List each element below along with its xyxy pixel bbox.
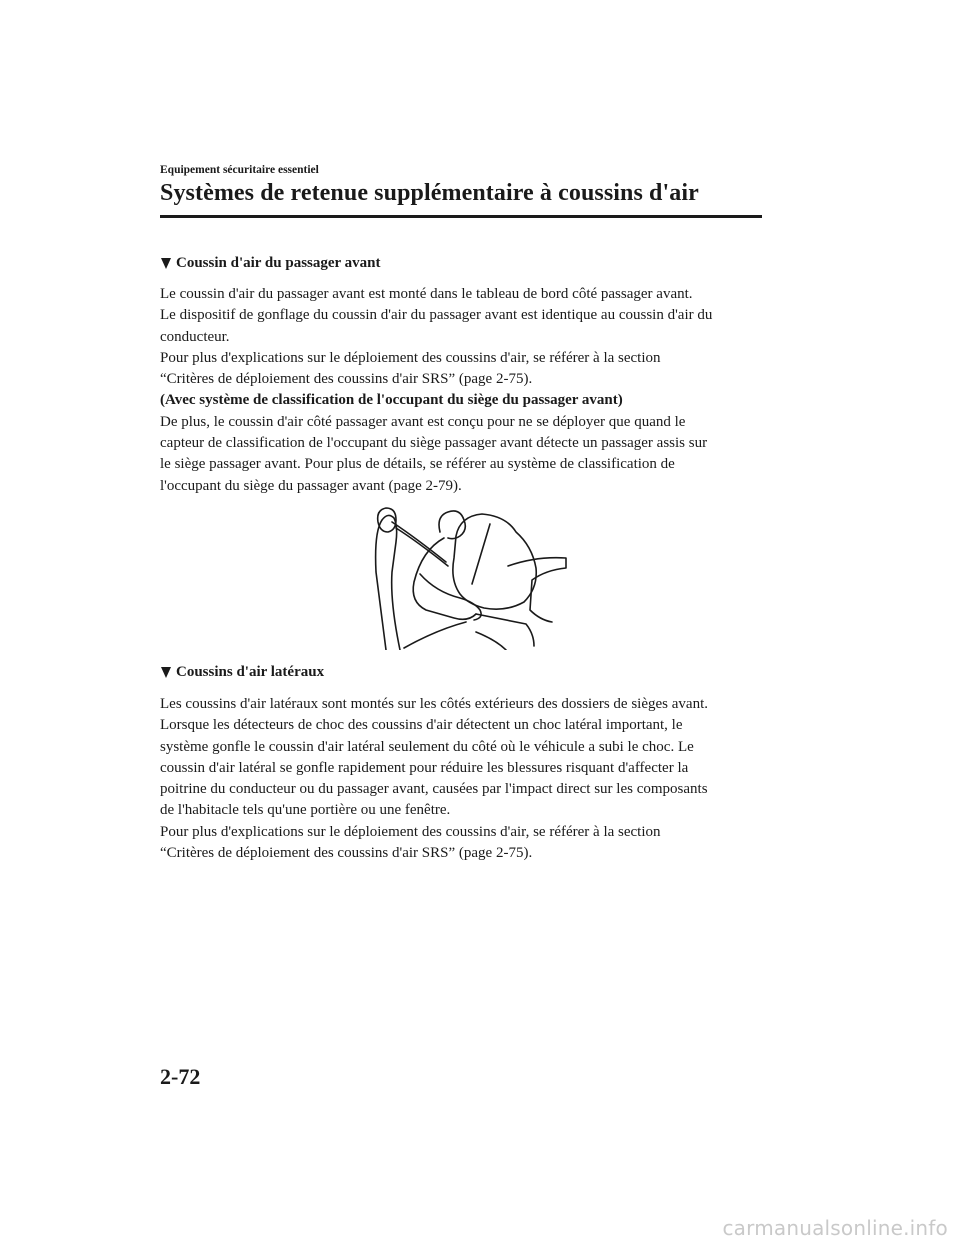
- paragraph-line: système gonfle le coussin d'air latéral seulement du côté où le véhicule a subi le choc. Le: [160, 738, 694, 755]
- paragraph-line: “Critères de déploiement des coussins d'air SRS” (page 2-75).: [160, 371, 533, 388]
- chapter-title: Systèmes de retenue supplémentaire à coussins d'air: [160, 180, 699, 206]
- passenger-airbag-illustration-icon: [356, 502, 576, 650]
- paragraph-line: Le dispositif de gonflage du coussin d'air du passager avant est identique au coussin d'air du: [160, 307, 713, 324]
- content-body: [160, 252, 765, 864]
- watermark-text: carmanualsonline.info: [722, 1216, 948, 1240]
- paragraph-line: Les coussins d'air latéraux sont montés sur les côtés extérieurs des dossiers de sièges avant.: [160, 695, 708, 712]
- paragraph-line: de l'habitacle tels qu'une portière ou une fenêtre.: [160, 802, 451, 819]
- paragraph-line: l'occupant du siège du passager avant (page 2-79).: [160, 477, 462, 494]
- paragraph-line: “Critères de déploiement des coussins d'air SRS” (page 2-75).: [160, 845, 533, 862]
- paragraph-line: Pour plus d'explications sur le déploiement des coussins d'air, se référer à la section: [160, 823, 661, 840]
- paragraph-line: Pour plus d'explications sur le déploiement des coussins d'air, se référer à la section: [160, 349, 661, 366]
- section-label: Equipement sécuritaire essentiel: [160, 164, 319, 176]
- subheading-text: Coussins d'air latéraux: [176, 664, 325, 681]
- paragraph-line: Lorsque les détecteurs de choc des coussins d'air détectent un choc latéral important, le: [160, 717, 683, 734]
- subheading-text: Coussin d'air du passager avant: [176, 254, 381, 271]
- paragraph-line: conducteur.: [160, 328, 230, 345]
- triangle-bullet-icon: [161, 667, 171, 678]
- paragraph-line: capteur de classification de l'occupant du siège passager avant détecte un passager assis sur: [160, 435, 708, 452]
- paragraph-line: coussin d'air latéral se gonfle rapidement pour réduire les blessures risquant d'affecter la: [160, 759, 689, 776]
- title-divider: [160, 215, 762, 218]
- page-number: 2-72: [160, 1064, 201, 1089]
- paragraph-line: De plus, le coussin d'air côté passager avant est conçu pour ne se déployer que quand le: [160, 413, 686, 430]
- paragraph-line: le siège passager avant. Pour plus de détails, se référer au système de classification de: [160, 456, 675, 473]
- bold-condition-line: (Avec système de classification de l'occupant du siège du passager avant): [160, 392, 623, 409]
- subheading-side-airbags: [160, 662, 765, 684]
- triangle-bullet-icon: [161, 258, 171, 269]
- paragraph-line: poitrine du conducteur ou du passager avant, causées par l'impact direct sur les composants: [160, 781, 708, 798]
- airbag-figure: [160, 502, 765, 650]
- subheading-passenger-airbag: [160, 252, 765, 274]
- paragraph-line: Le coussin d'air du passager avant est monté dans le tableau de bord côté passager avant.: [160, 286, 693, 302]
